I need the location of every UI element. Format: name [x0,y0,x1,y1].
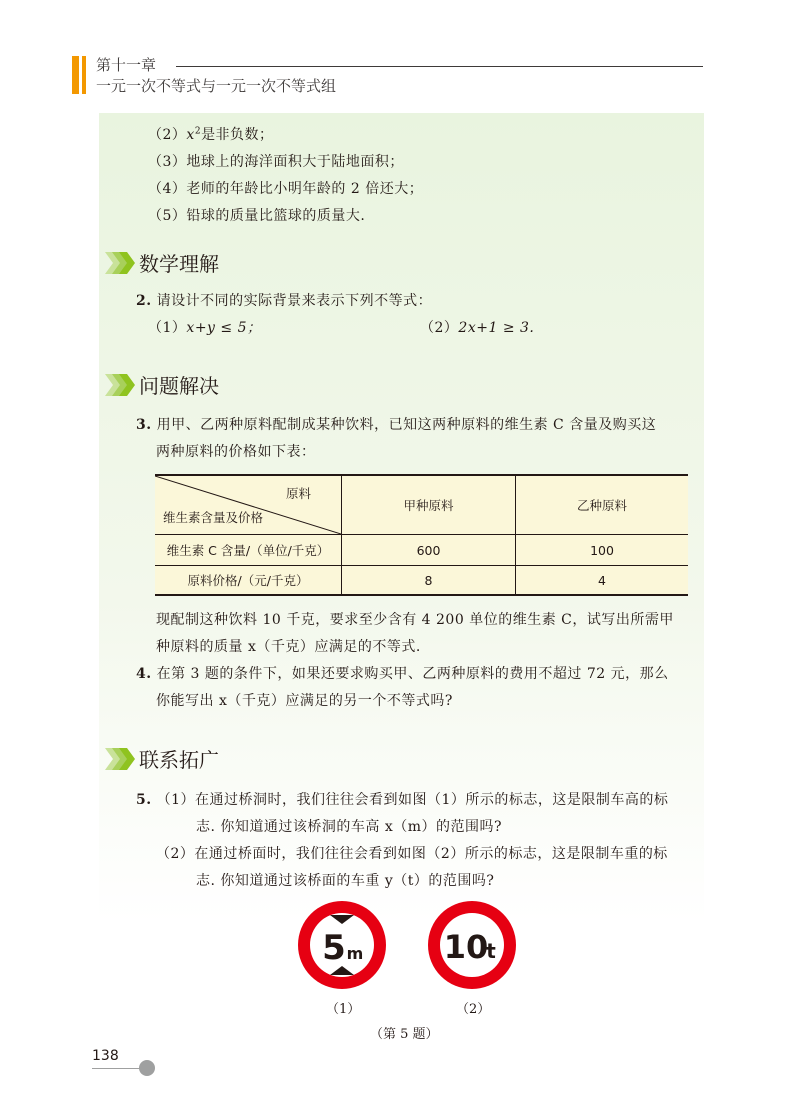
q5-p1-line2: 志. 你知道通过该桥洞的车高 x（m）的范围吗? [196,819,503,835]
corner-bottom-label: 维生素含量及价格 [163,510,264,525]
table-corner-cell [155,475,342,535]
cell-b: 4 [516,566,689,596]
q2-a-expr: x+y ≤ 5； [186,320,262,336]
item-2-line [148,124,274,144]
height-limit-sign [297,900,387,990]
item-3-line: （3）地球上的海洋面积大于陆地面积； [148,154,404,170]
sign2-number: 10 [443,928,489,966]
q3-line2: 两种原料的价格如下表： [156,444,316,460]
figure-caption: （第 5 题） [370,1027,439,1042]
weight-limit-sign [427,900,517,990]
q2-b-expr: 2x+1 ≥ 3. [458,320,535,336]
cell-a: 8 [342,566,516,596]
chevron-icon [105,744,139,774]
q2-line [136,290,432,310]
q2-a-num: （1） [148,320,187,336]
section-title: 数学理解 [139,252,219,276]
page-number: 138 [92,1048,119,1064]
table-row [155,535,688,566]
sign1-number: 5 [322,928,346,968]
q-text: 在第 3 题的条件下，如果还要求购买甲、乙两种原料的费用不超过 72 元，那么 [156,666,669,682]
q3-after2: 种原料的质量 x（千克）应满足的不等式. [156,639,421,655]
row-label: 原料价格/（元/千克） [155,566,342,596]
q2-b-num: （2） [420,320,459,336]
q2-a [148,317,262,337]
sign1-unit: m [346,944,364,963]
math-sup: 2 [194,126,202,137]
table-row [155,566,688,596]
cell-a: 600 [342,535,516,566]
ingredient-table [155,474,688,596]
col-header-b: 乙种原料 [516,475,689,535]
chevron-icon [105,370,139,400]
sign2-unit: t [486,939,496,963]
q3-after1: 现配制这种饮料 10 千克，要求至少含有 4 200 单位的维生素 C，试写出所需甲 [156,612,674,628]
page-number-dot [139,1060,155,1076]
q-text: （1）在通过桥洞时，我们往往会看到如图（1）所示的标志，这是限制车高的标 [156,792,669,808]
q5-p2-line2: 志. 你知道通过该桥面的车重 y（t）的范围吗? [196,873,495,889]
q-num: 3. [136,417,152,433]
chapter-title: 一元一次不等式与一元一次不等式组 [96,77,337,95]
q5-p1-line1 [136,789,668,809]
sign2-caption: （2） [456,1002,491,1017]
header-accent-bar-thin [82,56,86,94]
item-4-line: （4）老师的年龄比小明年龄的 2 倍还大； [148,181,424,197]
q4-line1 [136,663,669,683]
row-label: 维生素 C 含量/（单位/千克） [155,535,342,566]
chapter-label: 第十一章 [96,56,157,74]
chevron-icon [105,248,139,278]
q3-line1 [136,414,656,434]
item-5-line: （5）铅球的质量比篮球的质量大. [148,208,366,224]
sign1-caption: （1） [326,1002,361,1017]
header-accent-bar [72,56,79,94]
section-title: 联系拓广 [139,748,219,772]
header-rule [176,66,703,67]
q2-b [420,317,534,337]
math-var: x [186,127,195,143]
q5-p2-line1: （2）在通过桥面时，我们往往会看到如图（2）所示的标志，这是限制车重的标 [156,846,668,862]
q-text: 用甲、乙两种原料配制成某种饮料，已知这两种原料的维生素 C 含量及购买这 [156,417,657,433]
corner-top-label: 原料 [285,486,311,501]
col-header-a: 甲种原料 [342,475,516,535]
q-num: 5. [136,792,152,808]
q4-line2: 你能写出 x（千克）应满足的另一个不等式吗? [156,693,453,709]
cell-b: 100 [516,535,689,566]
q-num: 4. [136,666,152,682]
section-title: 问题解决 [139,374,219,398]
q-num: 2. [136,293,152,309]
item-num: （2） [148,127,187,143]
q-text: 请设计不同的实际背景来表示下列不等式： [156,293,433,309]
item-text: 是非负数； [201,127,274,143]
